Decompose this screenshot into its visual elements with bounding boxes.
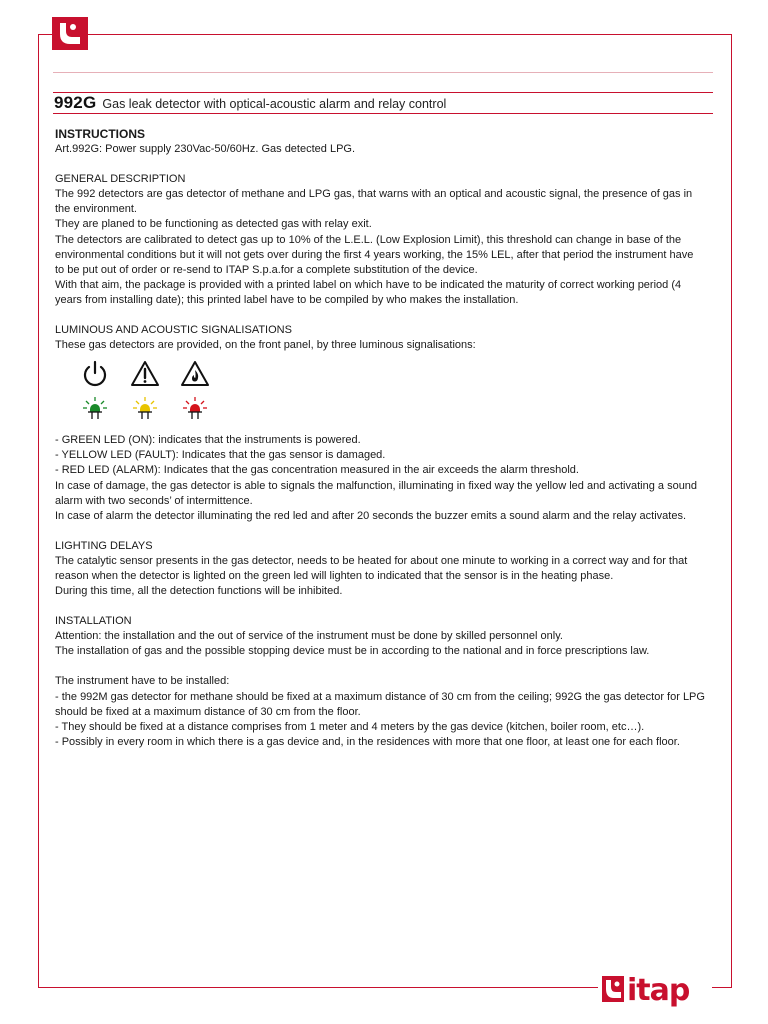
installation-bullet-1: - the 992M gas detector for methane should be fixed at a maximum distance of 30 cm from the ceiling; 992G the gas detector for LPG should be fixed at a maximum distance of 30 cm from the floor. <box>55 690 705 718</box>
red-led-description: - RED LED (ALARM): Indicates that the gas concentration measured in the air exceeds the alarm threshold. <box>55 464 579 477</box>
yellow-led-description: - YELLOW LED (FAULT): Indicates that the gas sensor is damaged. <box>55 449 386 462</box>
general-p1: The 992 detectors are gas detector of methane and LPG gas, that warns with an optical and acoustic signal, the presence of gas in the environment. <box>55 188 693 216</box>
frame-bottom-border-end <box>712 987 732 988</box>
damage-description: In case of damage, the gas detector is able to signals the malfunction, illuminating in fixed way the yellow led and activating a sound alarm with two seconds’ of intermittence. <box>55 479 698 507</box>
svg-text:itap: itap <box>627 973 690 1008</box>
product-subtitle: Gas leak detector with optical-acoustic alarm and relay control <box>102 97 447 111</box>
itap-brand-logo <box>600 970 712 1008</box>
warning-triangle-icon <box>130 359 160 389</box>
instructions-heading: INSTRUCTIONS <box>55 127 145 141</box>
red-led-icon <box>182 395 208 421</box>
instructions-line: Art.992G: Power supply 230Vac-50/60Hz. Gas detected LPG. <box>55 143 356 156</box>
lighting-heading: LIGHTING DELAYS <box>55 539 153 552</box>
installation-heading: INSTALLATION <box>55 615 132 628</box>
signals-heading: LUMINOUS AND ACOUSTIC SIGNALISATIONS <box>55 324 292 337</box>
frame-right-border <box>731 34 732 988</box>
installation-p1: Attention: the installation and the out of service of the instrument must be done by skilled personnel only. <box>55 630 563 643</box>
installation-p2: The installation of gas and the possible stopping device must be in according to the national and in force prescriptions law. <box>55 645 650 658</box>
green-led-description: - GREEN LED (ON): indicates that the instruments is powered. <box>55 434 361 447</box>
document-title <box>54 93 446 113</box>
title-rule-bottom <box>53 113 713 114</box>
installation-bullet-2: - They should be fixed at a distance comprises from 1 meter and 4 meters by the gas device (kitchen, boiler room, etc…). <box>55 720 645 733</box>
lighting-p1: The catalytic sensor presents in the gas detector, needs to be heated for about one minute to working in a correct way and for that reason when the detector is lighted on the green led will lighten to indicated that the sensor is in the heating phase. <box>55 554 688 582</box>
general-p4: With that aim, the package is provided with a printed label on which have to be indicated the maturity of correct working period (4 years from installing date); this printed label have to be compiled by who makes the installation. <box>55 278 682 306</box>
installation-p3: The instrument have to be installed: <box>55 675 230 688</box>
signals-intro: These gas detectors are provided, on the front panel, by three luminous signalisations: <box>55 339 476 352</box>
general-p3: The detectors are calibrated to detect gas up to 10% of the L.E.L. (Low Explosion Limit), this threshold can change in base of the environmental conditions but it will not gets over during the first 4 years working, the 15% LEL, after that period the instrument have to be put out of order or re-send to ITAP S.p.a.for a complete substitution of the device. <box>55 233 694 276</box>
installation-bullet-3: - Possibly in every room in which there is a gas device and, in the residences with more that one floor, at least one for each floor. <box>55 735 680 748</box>
lighting-p2: During this time, all the detection functions will be inhibited. <box>55 585 343 598</box>
yellow-led-icon <box>132 395 158 421</box>
general-p2: They are planed to be functioning as detected gas with relay exit. <box>55 218 372 231</box>
general-heading: GENERAL DESCRIPTION <box>55 173 186 186</box>
document-body <box>55 127 705 750</box>
header-rule <box>53 72 713 73</box>
power-icon <box>80 359 110 389</box>
frame-left-border <box>38 34 39 988</box>
itap-logo-mark-icon <box>52 17 88 50</box>
model-number: 992G <box>54 93 97 112</box>
frame-top-border <box>38 34 732 35</box>
frame-bottom-border <box>38 987 598 988</box>
fire-warning-icon <box>180 359 210 389</box>
alarm-description: In case of alarm the detector illuminating the red led and after 20 seconds the buzzer emits a sound alarm and the relay activates. <box>55 509 687 522</box>
signal-icons-panel <box>55 357 705 427</box>
green-led-icon <box>82 395 108 421</box>
